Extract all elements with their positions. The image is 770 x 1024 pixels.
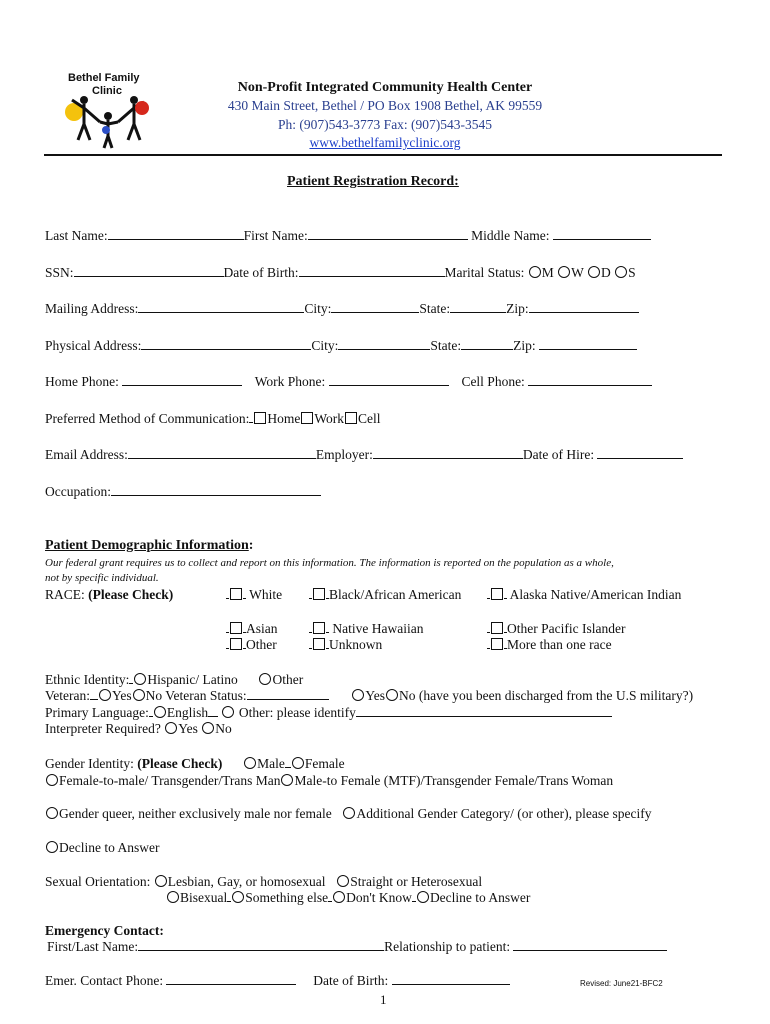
physical-field[interactable]	[141, 338, 311, 350]
form-title: Patient Registration Record:	[287, 174, 459, 189]
gender-blank	[285, 756, 291, 768]
gender-decline-label: Decline to Answer	[59, 840, 160, 855]
orientation-blank-3	[412, 890, 416, 902]
middle-name-field[interactable]	[553, 228, 651, 240]
race-multiple-pre	[487, 637, 490, 649]
race-white-pre	[226, 587, 229, 599]
employer-field[interactable]	[373, 447, 523, 459]
dob-field[interactable]	[299, 265, 445, 277]
race-other	[226, 637, 277, 653]
home-phone-field[interactable]	[122, 374, 242, 386]
language-other-radio[interactable]	[222, 706, 234, 718]
org-name: Non-Profit Integrated Community Health Center	[237, 80, 533, 95]
vet-status-field[interactable]	[247, 688, 329, 700]
orientation-straight-radio[interactable]	[337, 875, 349, 887]
race-hawaiian-post	[326, 621, 329, 633]
emergency-relationship-label: Relationship to patient:	[384, 939, 511, 954]
race-white	[226, 587, 282, 603]
orientation-label: Sexual Orientation:	[45, 874, 151, 889]
race-alaska	[487, 587, 681, 603]
race-unknown-pre	[309, 637, 312, 649]
physical-zip-label: Zip:	[513, 338, 536, 353]
orientation-row-2	[166, 890, 530, 906]
clinic-logo	[60, 62, 155, 152]
gender-label: Gender Identity:	[45, 756, 134, 771]
pref-cell-checkbox[interactable]	[345, 412, 357, 424]
veteran-no-radio[interactable]	[133, 689, 145, 701]
pref-home-label: Home	[267, 411, 301, 426]
gender-mtf-radio[interactable]	[281, 774, 293, 786]
emergency-phone-label: Emer. Contact Phone:	[45, 973, 164, 988]
pref-blank-1	[249, 411, 253, 423]
occupation-row	[45, 484, 321, 500]
ssn-label: SSN:	[45, 265, 74, 280]
logo-text-1: Bethel Family	[68, 72, 140, 84]
hire-label: Date of Hire:	[522, 447, 595, 462]
race-black-label: Black/African American	[329, 587, 462, 602]
header-rule	[44, 154, 722, 156]
orientation-straight-label: Straight or Heterosexual	[350, 874, 483, 889]
marital-m-radio[interactable]	[529, 266, 541, 278]
logo-text-2: Clinic	[92, 85, 122, 97]
gender-decline-row	[45, 840, 159, 856]
ethnic-hispanic-label: Hispanic/ Latino	[147, 672, 238, 687]
marital-w-radio[interactable]	[558, 266, 570, 278]
hire-field[interactable]	[597, 447, 683, 459]
marital-label: Marital Status:	[444, 265, 525, 280]
gender-decline-radio[interactable]	[46, 841, 58, 853]
language-other-field[interactable]	[356, 705, 612, 717]
orientation-blank-2	[328, 890, 332, 902]
language-other-label: Other: please identify	[238, 705, 356, 720]
discharged-no-radio[interactable]	[386, 689, 398, 701]
race-unknown-label: Unknown	[329, 637, 383, 652]
gender-additional-label: Additional Gender Category/ (or other), please specify	[356, 806, 652, 821]
mailing-row	[45, 301, 639, 317]
ethnic-row	[45, 672, 303, 688]
physical-label: Physical Address:	[45, 338, 142, 353]
race-hawaiian	[309, 621, 423, 637]
orientation-blank-1	[227, 890, 231, 902]
gender-female-label: Female	[304, 756, 345, 771]
middle-name-label: Middle Name:	[471, 228, 550, 243]
mailing-city-label: City:	[304, 301, 332, 316]
page-number: 1	[380, 992, 387, 1007]
race-hawaiian-checkbox[interactable]	[313, 622, 325, 634]
race-alaska-label: Alaska Native/American Indian	[509, 587, 682, 602]
dob-label: Date of Birth:	[223, 265, 299, 280]
race-asian	[226, 621, 278, 637]
gender-male-radio[interactable]	[244, 757, 256, 769]
interpreter-no-radio[interactable]	[202, 722, 214, 734]
emergency-dob-label: Date of Birth:	[313, 973, 389, 988]
pref-work-checkbox[interactable]	[301, 412, 313, 424]
emergency-name-label: First/Last Name:	[47, 939, 139, 954]
org-website-link[interactable]: www.bethelfamilyclinic.org	[309, 135, 461, 150]
race-multiple-checkbox[interactable]	[491, 638, 503, 650]
marital-s-radio[interactable]	[615, 266, 627, 278]
orientation-decline-label: Decline to Answer	[429, 890, 531, 905]
physical-city-field[interactable]	[338, 338, 430, 350]
mailing-city-field[interactable]	[331, 301, 419, 313]
orientation-dontknow-label: Don't Know	[346, 890, 412, 905]
language-english-radio[interactable]	[154, 706, 166, 718]
marital-d-label: D	[601, 265, 611, 280]
race-hawaiian-pre	[309, 621, 312, 633]
emergency-relationship-field[interactable]	[513, 939, 667, 951]
employer-label: Employer:	[315, 447, 373, 462]
cell-phone-field[interactable]	[528, 374, 652, 386]
cell-phone-label: Cell Phone:	[461, 374, 525, 389]
gender-female-radio[interactable]	[292, 757, 304, 769]
last-name-field[interactable]	[108, 228, 244, 240]
orientation-lgh-label: Lesbian, Gay, or homosexual	[167, 874, 326, 889]
orientation-bisexual-radio[interactable]	[167, 891, 179, 903]
ethnic-label: Ethnic Identity:	[45, 672, 130, 687]
discharged-label: No (have you been discharged from the U.S military?)	[399, 688, 694, 703]
home-phone-label: Home Phone:	[45, 374, 119, 389]
phone-row	[45, 374, 652, 390]
language-english-label: English	[166, 705, 209, 720]
orientation-dontknow-radio[interactable]	[333, 891, 345, 903]
work-phone-label: Work Phone:	[254, 374, 326, 389]
mailing-field[interactable]	[138, 301, 304, 313]
emergency-phone-field[interactable]	[166, 973, 296, 985]
orientation-bisexual-label: Bisexual	[180, 890, 228, 905]
pref-comm-label: Preferred Method of Communication:	[45, 411, 250, 426]
race-hawaiian-label: Native Hawaiian	[332, 621, 424, 636]
marital-d-radio[interactable]	[588, 266, 600, 278]
emergency-phone-row	[45, 973, 510, 989]
race-pacific-pre	[487, 621, 490, 633]
ethnic-other-label: Other	[272, 672, 304, 687]
demographic-note-2: not by specific individual.	[45, 572, 159, 584]
race-alaska-checkbox[interactable]	[491, 588, 503, 600]
mailing-state-field[interactable]	[450, 301, 506, 313]
veteran-blank	[90, 688, 98, 700]
race-unknown-checkbox[interactable]	[313, 638, 325, 650]
interpreter-yes-label: Yes	[178, 721, 198, 736]
mailing-zip-label: Zip:	[506, 301, 529, 316]
orientation-something-radio[interactable]	[232, 891, 244, 903]
race-other-label: Other	[246, 637, 277, 652]
veteran-yes-radio[interactable]	[99, 689, 111, 701]
occupation-field[interactable]	[111, 484, 321, 496]
ssn-row	[45, 265, 636, 281]
vet-status-label: Veteran Status:	[165, 688, 247, 703]
org-phone: Ph: (907)543-3773 Fax: (907)543-3545	[277, 117, 493, 132]
discharged-yes-radio[interactable]	[352, 689, 364, 701]
pref-cell-label: Cell	[358, 411, 381, 426]
race-label: RACE:	[45, 587, 85, 602]
race-multiple-label: More than one race	[507, 637, 612, 652]
marital-m-label: M	[541, 265, 554, 280]
discharged-yes-label: Yes	[365, 688, 386, 703]
race-pacific	[487, 621, 625, 637]
name-row	[45, 228, 651, 244]
work-phone-field[interactable]	[329, 374, 449, 386]
orientation-decline-radio[interactable]	[417, 891, 429, 903]
pref-comm-row	[45, 411, 381, 427]
orientation-something-label: Something else	[245, 890, 329, 905]
race-asian-label: Asian	[246, 621, 278, 636]
occupation-label: Occupation:	[45, 484, 111, 499]
race-multiple	[487, 637, 612, 653]
mailing-label: Mailing Address:	[45, 301, 139, 316]
language-row	[45, 705, 612, 721]
first-name-field[interactable]	[308, 228, 468, 240]
physical-city-label: City:	[311, 338, 339, 353]
gender-check-note: (Please Check)	[137, 756, 223, 771]
race-black-pre	[309, 587, 312, 599]
interpreter-label: Interpreter Required?	[45, 721, 161, 736]
physical-zip-field[interactable]	[539, 338, 637, 350]
mailing-state-label: State:	[419, 301, 451, 316]
ethnic-other-radio[interactable]	[259, 673, 271, 685]
race-other-pre	[226, 637, 229, 649]
marital-w-label: W	[571, 265, 584, 280]
emergency-heading: Emergency Contact:	[45, 923, 164, 938]
email-label: Email Address:	[45, 447, 128, 462]
demographic-heading-text: Patient Demographic Information	[45, 538, 249, 553]
emergency-dob-field[interactable]	[392, 973, 510, 985]
race-pacific-label: Other Pacific Islander	[507, 621, 626, 636]
gender-ftm-radio[interactable]	[46, 774, 58, 786]
demographic-note-1: Our federal grant requires us to collect and report on this information. The information is reported on the population as a whole,	[45, 557, 614, 569]
family-figures-icon	[60, 92, 155, 152]
gender-row	[45, 756, 345, 772]
race-pacific-checkbox[interactable]	[491, 622, 503, 634]
veteran-label: Veteran:	[45, 688, 90, 703]
race-black	[309, 587, 461, 603]
race-label-group	[45, 587, 173, 603]
email-row	[45, 447, 683, 463]
interpreter-row	[45, 721, 232, 737]
pref-home-checkbox[interactable]	[254, 412, 266, 424]
race-white-label: White	[249, 587, 283, 602]
org-address: 430 Main Street, Bethel / PO Box 1908 Bethel, AK 99559	[227, 98, 543, 113]
mailing-zip-field[interactable]	[529, 301, 639, 313]
language-blank-2	[208, 705, 218, 717]
gender-male-label: Male	[257, 756, 285, 771]
race-white-checkbox[interactable]	[230, 588, 242, 600]
emergency-name-field[interactable]	[138, 939, 384, 951]
physical-state-field[interactable]	[461, 338, 513, 350]
demographic-heading: Patient Demographic Information:	[45, 538, 254, 553]
ethnic-blank	[129, 672, 133, 684]
race-alaska-pre	[487, 587, 490, 599]
gender-queer-row	[45, 806, 652, 822]
ethnic-hispanic-radio[interactable]	[134, 673, 146, 685]
physical-row	[45, 338, 637, 354]
orientation-row	[45, 874, 482, 890]
orientation-lgh-radio[interactable]	[155, 875, 167, 887]
ssn-field[interactable]	[74, 265, 224, 277]
language-blank	[149, 705, 153, 717]
race-check-note: (Please Check)	[88, 587, 174, 602]
first-name-label: First Name:	[243, 228, 308, 243]
race-asian-pre	[226, 621, 229, 633]
language-label: Primary Language:	[45, 705, 149, 720]
interpreter-yes-radio[interactable]	[165, 722, 177, 734]
race-alaska-post	[504, 587, 507, 599]
physical-state-label: State:	[430, 338, 462, 353]
pref-work-label: Work	[314, 411, 344, 426]
gender-queer-label: Gender queer, neither exclusively male nor female	[59, 806, 332, 821]
gender-additional-radio[interactable]	[343, 807, 355, 819]
revised-note: Revised: June21-BFC2	[580, 979, 663, 988]
veteran-yes-label: Yes	[111, 688, 132, 703]
race-other-checkbox[interactable]	[230, 638, 242, 650]
race-asian-checkbox[interactable]	[230, 622, 242, 634]
gender-mtf-label: Male-to Female (MTF)/Transgender Female/Trans Woman	[294, 773, 614, 788]
marital-s-label: S	[628, 265, 636, 280]
race-black-checkbox[interactable]	[313, 588, 325, 600]
email-field[interactable]	[128, 447, 316, 459]
race-unknown	[309, 637, 382, 653]
last-name-label: Last Name:	[45, 228, 108, 243]
veteran-row	[45, 688, 693, 704]
gender-ftm-label: Female-to-male/ Transgender/Trans Man	[59, 773, 281, 788]
emergency-name-row	[47, 939, 667, 955]
race-white-post	[243, 587, 246, 599]
gender-trans-row	[45, 773, 613, 789]
interpreter-no-label: No	[215, 721, 232, 736]
gender-queer-radio[interactable]	[46, 807, 58, 819]
veteran-no-label: No	[145, 688, 163, 703]
